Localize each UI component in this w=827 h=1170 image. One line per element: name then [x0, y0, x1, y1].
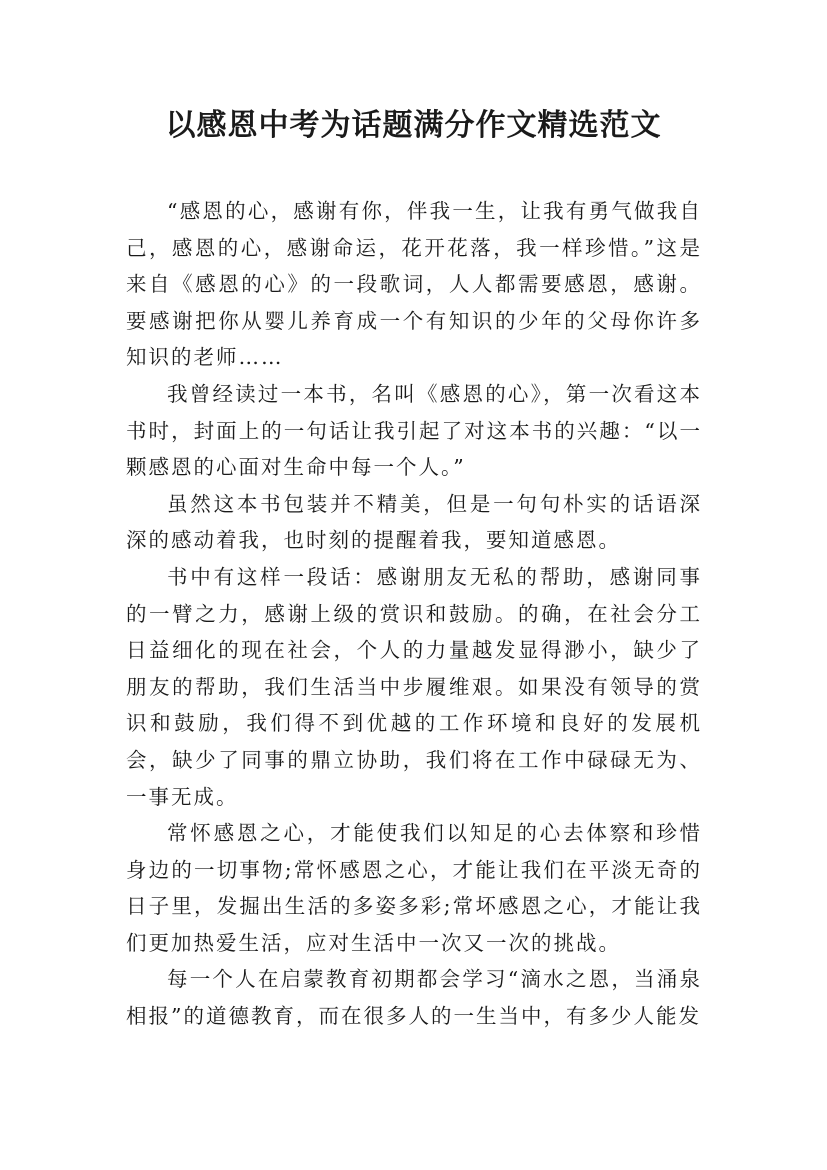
paragraph-1: “感恩的心，感谢有你，伴我一生，让我有勇气做我自己，感恩的心，感谢命运，花开花落，我一样珍惜。”这是来自《感恩的心》的一段歌词，人人都需要感恩，感谢。要感谢把你从婴儿养育成一个有知识的少年的父母你许多知识的老师……	[126, 199, 702, 370]
document-body	[126, 193, 702, 1035]
paragraph-4: 书中有这样一段话：感谢朋友无私的帮助，感谢同事的一臂之力，感谢上级的赏识和鼓励。的确，在社会分工日益细化的现在社会，个人的力量越发显得渺小，缺少了朋友的帮助，我们生活当中步履维艰。如果没有领导的赏识和鼓励，我们得不到优越的工作环境和良好的发展机会，缺少了同事的鼎立协助，我们将在工作中碌碌无为、一事无成。	[126, 564, 702, 809]
paragraph-6: 每一个人在启蒙教育初期都会学习“滴水之恩，当涌泉相报”的道德教育，而在很多人的一生当中，有多少人能发	[126, 967, 702, 1029]
paragraph-5: 常怀感恩之心，才能使我们以知足的心去体察和珍惜身边的一切事物;常怀感恩之心，才能让我们在平淡无奇的日子里，发掘出生活的多姿多彩;常坏感恩之心，才能让我们更加热爱生活，应对生活中一次又一次的挑战。	[126, 821, 702, 955]
paragraph-2: 我曾经读过一本书，名叫《感恩的心》，第一次看这本书时，封面上的一句话让我引起了对这本书的兴趣：“以一颗感恩的心面对生命中每一个人。”	[126, 381, 702, 480]
document-title: 以感恩中考为话题满分作文精选范文	[165, 108, 662, 143]
paragraph-3: 虽然这本书包装并不精美，但是一句句朴实的话语深深的感动着我，也时刻的提醒着我，要知道感恩。	[126, 491, 702, 553]
